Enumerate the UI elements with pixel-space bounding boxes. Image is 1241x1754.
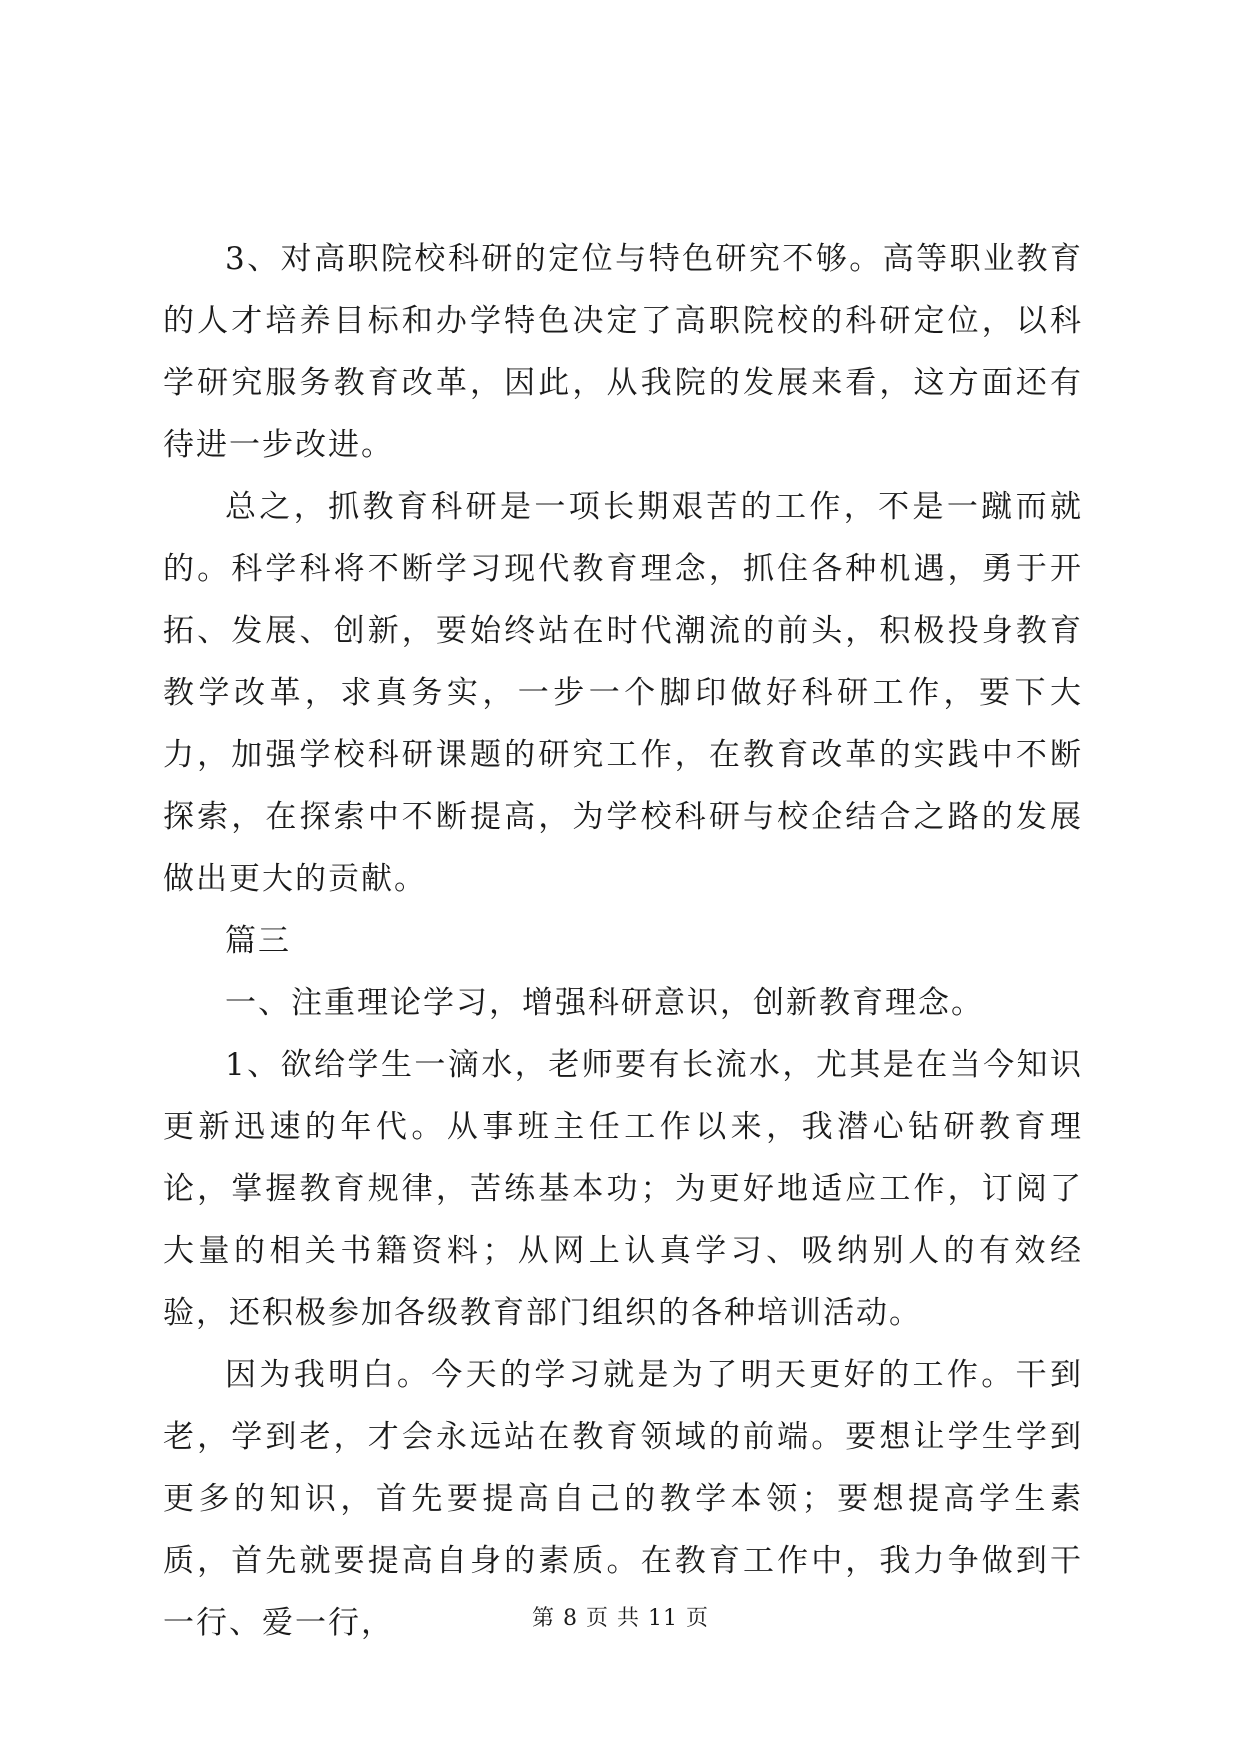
paragraph-lifelong-learning: 因为我明白。今天的学习就是为了明天更好的工作。干到老，学到老，才会永远站在教育领域的前端。要想让学生学到更多的知识，首先要提高自己的教学本领；要想提高学生素质，首先就要提高自身的素质。在教育工作中，我力争做到干一行、爱一行， <box>163 1357 1083 1641</box>
paragraph-research-positioning: 3、对高职院校科研的定位与特色研究不够。高等职业教育的人才培养目标和办学特色决定了高职院校的科研定位，以科学研究服务教育改革，因此，从我院的发展来看，这方面还有待进一步改进。 <box>163 241 1083 463</box>
paragraph-continuous-learning: 1、欲给学生一滴水，老师要有长流水，尤其是在当今知识更新迅速的年代。从事班主任工作以来，我潜心钻研教育理论，掌握教育规律，苦练基本功；为更好地适应工作，订阅了大量的相关书籍资料；从网上认真学习、吸纳别人的有效经验，还积极参加各级教育部门组织的各种培训活动。 <box>163 1047 1083 1331</box>
paragraph-summary: 总之，抓教育科研是一项长期艰苦的工作，不是一蹴而就的。科学科将不断学习现代教育理念，抓住各种机遇，勇于开拓、发展、创新，要始终站在时代潮流的前头，积极投身教育教学改革，求真务实，一步一个脚印做好科研工作，要下大力，加强学校科研课题的研究工作，在教育改革的实践中不断探索，在探索中不断提高，为学校科研与校企结合之路的发展做出更大的贡献。 <box>163 489 1083 897</box>
page-number-footer: 第 8 页 共 11 页 <box>532 1606 709 1631</box>
section-heading-part-three: 篇三 <box>225 923 291 959</box>
subheading-theory-study: 一、注重理论学习，增强科研意识，创新教育理念。 <box>225 985 984 1021</box>
document-body <box>163 228 1083 1654</box>
